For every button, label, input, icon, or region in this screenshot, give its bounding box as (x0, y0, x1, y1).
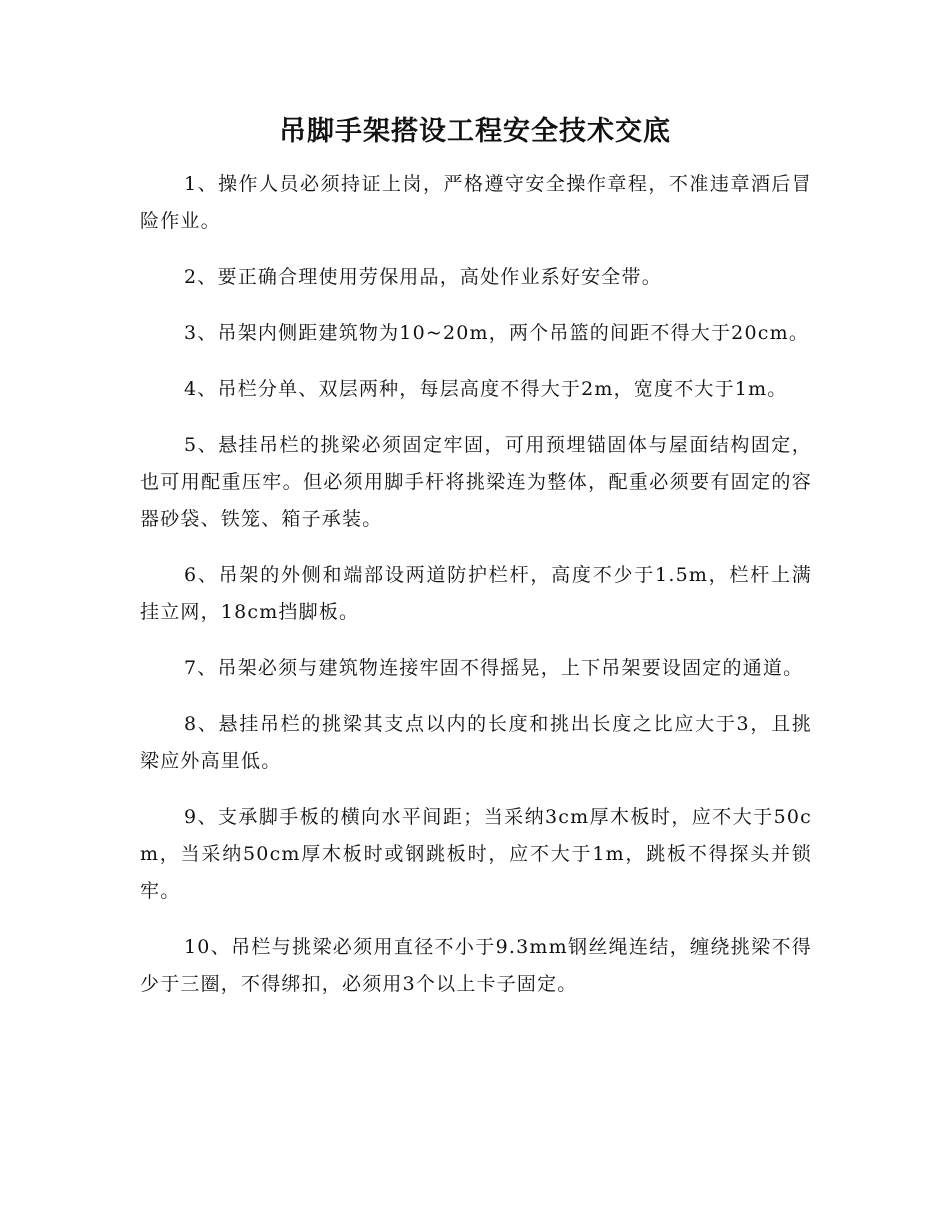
paragraph-7: 7、吊架必须与建筑物连接牢固不得摇晃，上下吊架要设固定的通道。 (184, 657, 804, 679)
paragraph-9: 9、支承脚手板的横向水平间距；当采纳3cm厚木板时，应不大于50cm，当采纳50cm厚木板时或钢跳板时，应不大于1m，跳板不得探头并锁牢。 (140, 806, 812, 902)
paragraph-10: 10、吊栏与挑梁必须用直径不小于9.3mm钢丝绳连结，缠绕挑梁不得少于三圈，不得绑扣，必须用3个以上卡子固定。 (140, 936, 812, 995)
paragraph-6: 6、吊架的外侧和端部设两道防护栏杆，高度不少于1.5m，栏杆上满挂立网，18cm挡脚板。 (140, 564, 812, 623)
paragraph-8: 8、悬挂吊栏的挑梁其支点以内的长度和挑出长度之比应大于3，且挑梁应外高里低。 (140, 713, 812, 772)
paragraph-1: 1、操作人员必须持证上岗，严格遵守安全操作章程，不准违章酒后冒险作业。 (140, 173, 812, 232)
document-title: 吊脚手架搭设工程安全技术交底 (279, 116, 671, 147)
document-body (140, 166, 812, 1022)
paragraph-5: 5、悬挂吊栏的挑梁必须固定牢固，可用预埋锚固体与屋面结构固定，也可用配重压牢。但必须用脚手杆将挑梁连为整体，配重必须要有固定的容器砂袋、铁笼、箱子承装。 (140, 434, 812, 530)
paragraph-2: 2、要正确合理使用劳保用品，高处作业系好安全带。 (184, 266, 662, 288)
paragraph-3: 3、吊架内侧距建筑物为10~20m，两个吊篮的间距不得大于20cm。 (184, 322, 810, 344)
paragraph-4: 4、吊栏分单、双层两种，每层高度不得大于2m，宽度不大于1m。 (184, 378, 788, 400)
